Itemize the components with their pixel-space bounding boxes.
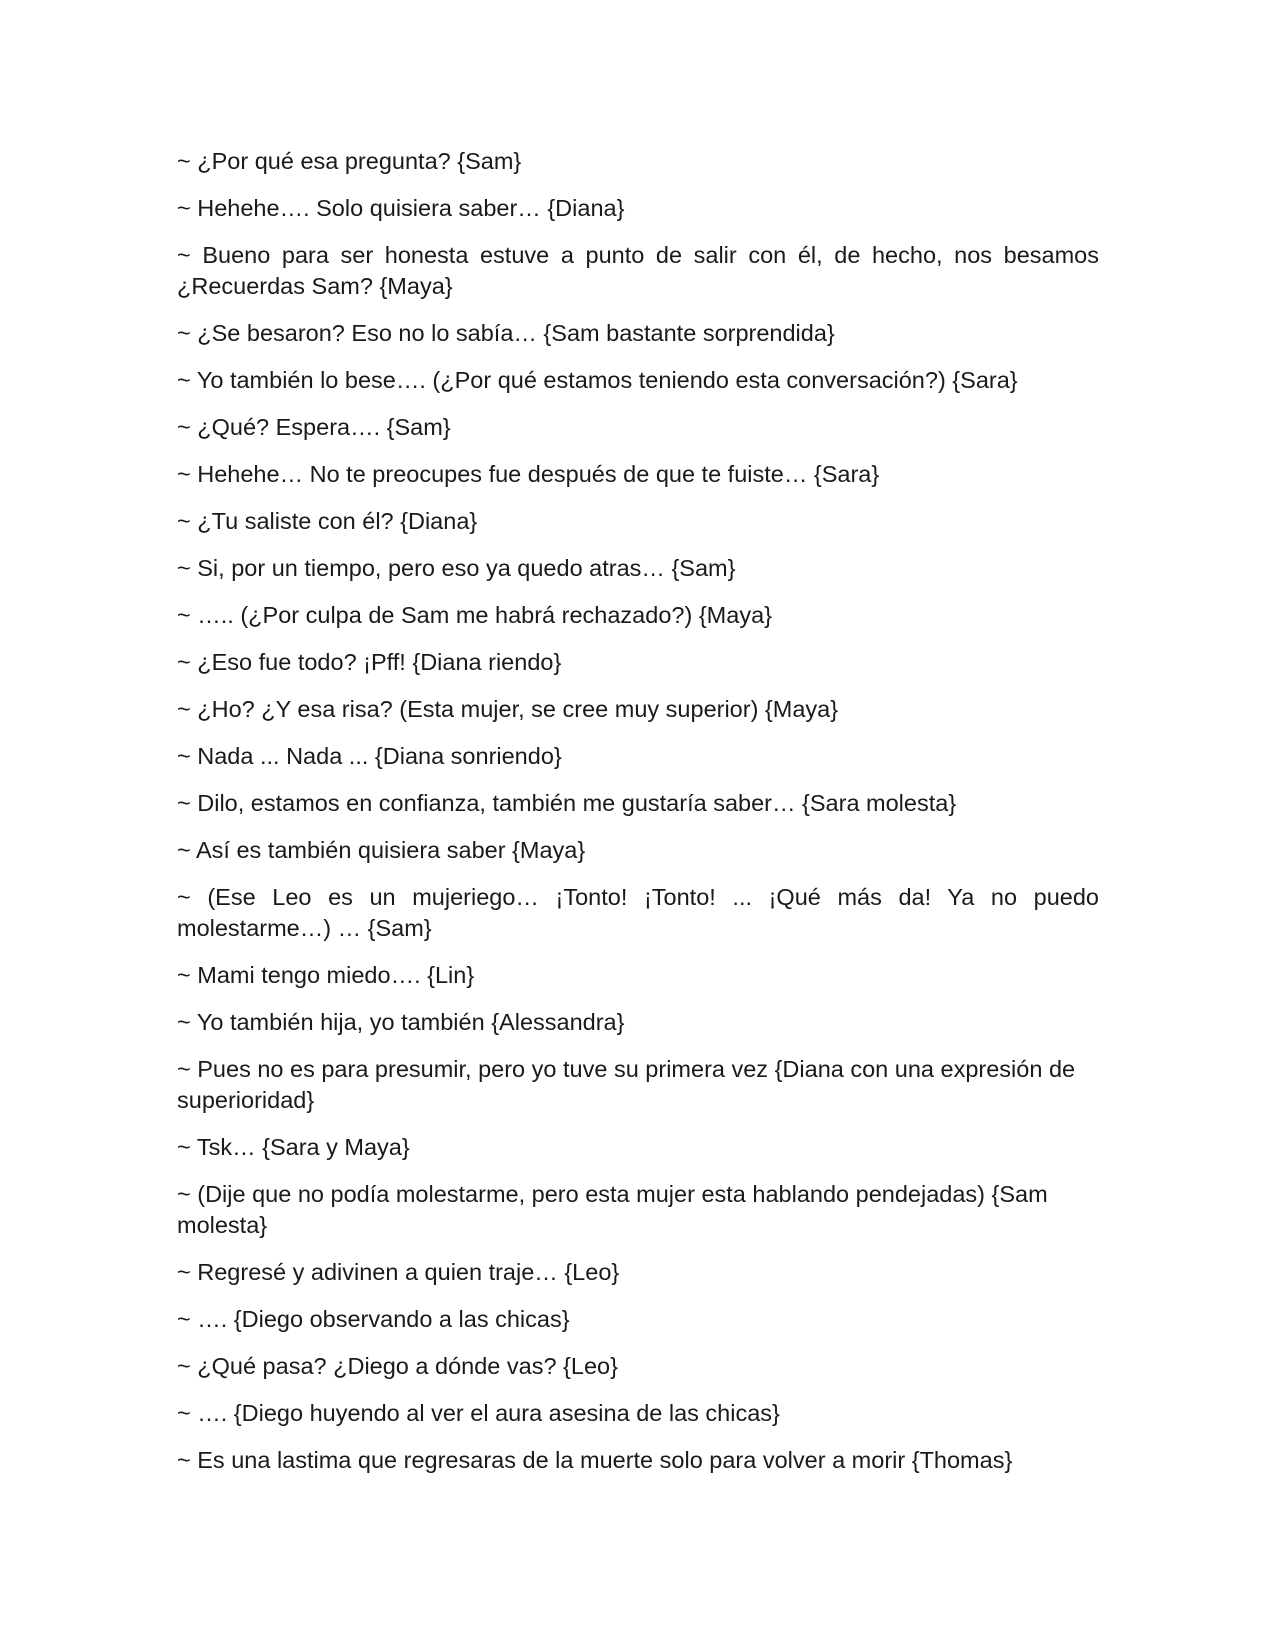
dialogue-line: ~ Si, por un tiempo, pero eso ya quedo atras… {Sam}	[177, 555, 736, 581]
dialogue-line: ~ Es una lastima que regresaras de la muerte solo para volver a morir {Thomas}	[177, 1447, 1013, 1473]
dialogue-line: ~ ¿Tu saliste con él? {Diana}	[177, 508, 478, 534]
dialogue-line: ~ ¿Se besaron? Eso no lo sabía… {Sam bastante sorprendida}	[177, 320, 835, 346]
dialogue-line: ~ Yo también lo bese…. (¿Por qué estamos teniendo esta conversación?) {Sara}	[177, 367, 1018, 393]
dialogue-line: ~ ¿Qué? Espera…. {Sam}	[177, 414, 451, 440]
dialogue-line: ~ Hehehe…. Solo quisiera saber… {Diana}	[177, 195, 625, 221]
dialogue-line: ~ …. {Diego observando a las chicas}	[177, 1306, 570, 1332]
dialogue-line: ~ Hehehe… No te preocupes fue después de que te fuiste… {Sara}	[177, 461, 880, 487]
dialogue-line: ~ Nada ... Nada ... {Diana sonriendo}	[177, 743, 562, 769]
dialogue-text	[177, 146, 1099, 1492]
dialogue-line: ~ ¿Ho? ¿Y esa risa? (Esta mujer, se cree muy superior) {Maya}	[177, 696, 839, 722]
dialogue-line: ~ Pues no es para presumir, pero yo tuve su primera vez {Diana con una expresión de superioridad}	[177, 1056, 1076, 1113]
dialogue-line: ~ Bueno para ser honesta estuve a punto de salir con él, de hecho, nos besamos ¿Recuerdas Sam? {Maya}	[177, 242, 1099, 299]
dialogue-line: ~ ¿Por qué esa pregunta? {Sam}	[177, 148, 522, 174]
dialogue-line: ~ ….. (¿Por culpa de Sam me habrá rechazado?) {Maya}	[177, 602, 772, 628]
dialogue-line: ~ (Dije que no podía molestarme, pero esta mujer esta hablando pendejadas) {Sam molesta}	[177, 1181, 1048, 1238]
dialogue-line: ~ Así es también quisiera saber {Maya}	[177, 837, 586, 863]
dialogue-line: ~ Tsk… {Sara y Maya}	[177, 1134, 410, 1160]
dialogue-line: ~ (Ese Leo es un mujeriego… ¡Tonto! ¡Tonto! ... ¡Qué más da! Ya no puedo molestarme…) … {Sam}	[177, 884, 1099, 941]
dialogue-line: ~ ¿Eso fue todo? ¡Pff! {Diana riendo}	[177, 649, 562, 675]
dialogue-line: ~ Regresé y adivinen a quien traje… {Leo}	[177, 1259, 620, 1285]
dialogue-line: ~ …. {Diego huyendo al ver el aura asesina de las chicas}	[177, 1400, 780, 1426]
dialogue-line: ~ Mami tengo miedo…. {Lin}	[177, 962, 475, 988]
dialogue-line: ~ ¿Qué pasa? ¿Diego a dónde vas? {Leo}	[177, 1353, 618, 1379]
dialogue-line: ~ Dilo, estamos en confianza, también me gustaría saber… {Sara molesta}	[177, 790, 957, 816]
dialogue-line: ~ Yo también hija, yo también {Alessandra}	[177, 1009, 625, 1035]
